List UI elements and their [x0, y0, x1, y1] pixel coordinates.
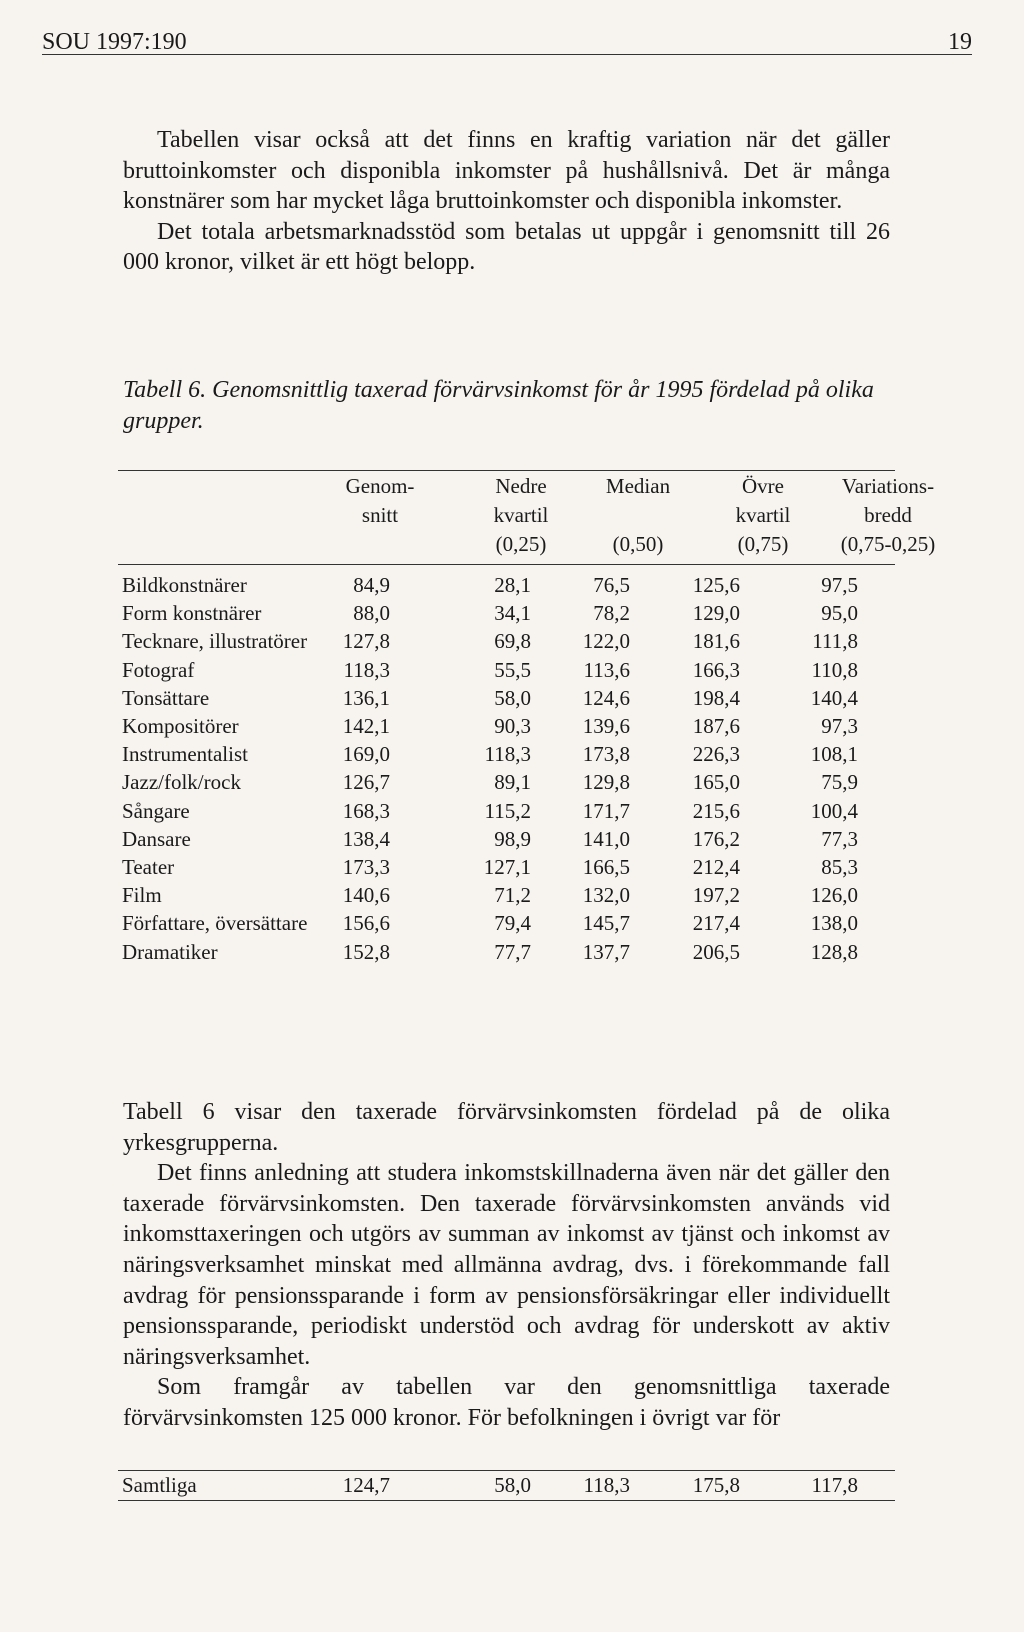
row-label: Tecknare, illustratörer	[122, 629, 308, 654]
cell-value: 198,4	[692, 685, 740, 710]
cell-value: 111,8	[812, 629, 858, 654]
column-header: Nedre	[495, 474, 547, 498]
cell-value: 169,0	[342, 742, 390, 767]
page-number: 19	[948, 29, 972, 55]
column-header: (0,25)	[495, 532, 547, 556]
cell-value: 28,1	[494, 573, 531, 597]
cell-value: 166,3	[692, 657, 740, 682]
row-label: Dramatiker	[122, 939, 218, 964]
column-header: snitt	[361, 503, 399, 527]
row-label: Tonsättare	[122, 685, 210, 710]
cell-value: 166,5	[582, 855, 630, 879]
cell-value: 140,6	[342, 883, 390, 908]
table-row	[118, 571, 895, 600]
column-header: kvartil	[493, 503, 549, 527]
cell-value: 145,7	[582, 911, 630, 936]
table-row	[118, 712, 895, 741]
cell-value: 187,6	[692, 714, 740, 738]
cell-value: 173,8	[582, 742, 630, 767]
table-row	[118, 881, 895, 910]
cell-value: 90,3	[494, 714, 531, 738]
cell-value: 173,3	[342, 855, 390, 879]
cell-value: 129,8	[582, 770, 630, 795]
cell-value: 85,3	[821, 855, 858, 879]
cell-value: 165,0	[692, 770, 740, 795]
cell-value: 77,3	[821, 826, 858, 851]
cell-value: 127,1	[483, 855, 531, 879]
document-id: SOU 1997:190	[42, 29, 187, 55]
column-header: kvartil	[735, 503, 791, 527]
row-label: Teater	[122, 855, 175, 879]
outro-text	[123, 1097, 890, 1434]
cell-value: 97,5	[821, 573, 858, 597]
cell-value: 34,1	[494, 601, 531, 626]
paragraph: Som framgår av tabellen var den genomsnittliga taxerade förvärvsinkomsten 125 000 kronor. För befolkningen i övrigt var för	[123, 1374, 890, 1431]
cell-value: 118,3	[484, 742, 531, 767]
cell-value: 175,8	[692, 1473, 740, 1497]
table-row	[118, 825, 895, 854]
cell-value: 132,0	[582, 883, 630, 908]
cell-value: 110,8	[811, 657, 858, 682]
row-label: Instrumentalist	[122, 742, 248, 767]
cell-value: 171,7	[582, 798, 630, 823]
cell-value: 142,1	[342, 714, 390, 738]
cell-value: 197,2	[692, 883, 740, 908]
cell-value: 76,5	[593, 573, 630, 597]
cell-value: 126,0	[810, 883, 858, 908]
table-caption: Tabell 6. Genomsnittlig taxerad förvärvsinkomst för år 1995 fördelad på olika grupper.	[123, 377, 874, 434]
cell-value: 75,9	[821, 770, 858, 795]
cell-value: 141,0	[582, 826, 630, 851]
row-label: Form konstnärer	[122, 601, 262, 626]
cell-value: 152,8	[342, 939, 390, 964]
cell-value: 212,4	[692, 855, 740, 879]
column-header: (0,75)	[737, 532, 789, 556]
cell-value: 69,8	[494, 629, 531, 654]
cell-value: 128,8	[810, 939, 858, 964]
cell-value: 136,1	[342, 685, 390, 710]
page-header	[42, 20, 972, 55]
cell-value: 127,8	[342, 629, 390, 654]
cell-value: 118,3	[583, 1473, 630, 1497]
row-label: Dansare	[122, 826, 191, 851]
column-header: Median	[605, 474, 671, 498]
cell-value: 176,2	[692, 826, 740, 851]
intro-text	[123, 125, 890, 278]
table-row	[118, 627, 895, 656]
table-row	[118, 938, 895, 967]
cell-value: 98,9	[494, 826, 531, 851]
table-row	[118, 909, 895, 938]
cell-value: 125,6	[692, 573, 740, 597]
cell-value: 138,4	[342, 826, 390, 851]
row-label: Bildkonstnärer	[122, 573, 247, 597]
cell-value: 217,4	[692, 911, 740, 936]
column-header: Övre	[742, 474, 784, 498]
paragraph: Tabell 6 visar den taxerade förvärvsinkomsten fördelad på de olika yrkesgrupperna.	[123, 1099, 890, 1156]
cell-value: 118,3	[343, 657, 390, 682]
table-row	[118, 684, 895, 713]
cell-value: 89,1	[494, 770, 531, 795]
table-row	[118, 656, 895, 685]
cell-value: 113,6	[583, 657, 630, 682]
cell-value: 129,0	[692, 601, 740, 626]
table-row	[118, 599, 895, 628]
cell-value: 181,6	[692, 629, 740, 654]
cell-value: 139,6	[582, 714, 630, 738]
paragraph: Det totala arbetsmarknadsstöd som betalas ut uppgår i genomsnitt till 26 000 kronor, vilket är ett högt belopp.	[123, 218, 890, 276]
total-row	[118, 1471, 895, 1500]
cell-value: 77,7	[494, 939, 531, 964]
row-label: Jazz/folk/rock	[122, 770, 241, 795]
table-row	[118, 768, 895, 797]
cell-value: 215,6	[692, 798, 740, 823]
table-row	[118, 740, 895, 769]
cell-value: 137,7	[582, 939, 630, 964]
column-header: Variations-	[841, 474, 935, 498]
cell-value: 95,0	[821, 601, 858, 626]
cell-value: 100,4	[810, 798, 858, 823]
cell-value: 168,3	[342, 798, 390, 823]
row-label: Film	[122, 883, 162, 908]
cell-value: 88,0	[353, 601, 390, 626]
cell-value: 140,4	[810, 685, 858, 710]
column-header: (0,50)	[612, 532, 664, 556]
cell-value: 115,2	[484, 798, 531, 823]
row-label: Fotograf	[122, 657, 195, 682]
cell-value: 58,0	[494, 1473, 531, 1497]
cell-value: 124,6	[582, 685, 630, 710]
row-label: Författare, översättare	[122, 911, 308, 936]
table-row	[118, 797, 895, 826]
cell-value: 226,3	[692, 742, 740, 767]
column-header: bredd	[864, 503, 912, 527]
cell-value: 206,5	[692, 939, 740, 964]
column-header: Genom-	[345, 474, 415, 498]
row-label: Sångare	[122, 798, 190, 823]
cell-value: 117,8	[811, 1473, 858, 1497]
cell-value: 97,3	[821, 714, 858, 738]
cell-value: 71,2	[494, 883, 531, 908]
paragraph: Det finns anledning att studera inkomstskillnaderna även när det gäller den taxerade förvärvsinkomsten. Den taxerade förvärvsinkomsten används vid inkomsttaxeringen och utgörs av summan av inkomst av tjänst och inkomst av näringsverksamhet minskat med allmänna avdrag, dvs. i förekommande fall avdrag för pensionssparande i form av pensionsförsäkringar eller individuellt pensionssparande, periodiskt understöd och avdrag för underskott av aktiv näringsverksamhet.	[123, 1160, 890, 1370]
cell-value: 78,2	[593, 601, 630, 626]
cell-value: 84,9	[353, 573, 390, 597]
paragraph: Tabellen visar också att det finns en kraftig variation när det gäller bruttoinkomster och disponibla inkomster på hushållsnivå. Det är många konstnärer som har mycket låga bruttoinkomster och disponibla inkomster.	[123, 127, 890, 215]
cell-value: 122,0	[582, 629, 630, 654]
cell-value: 156,6	[342, 911, 390, 936]
cell-value: 79,4	[494, 911, 531, 936]
cell-value: 138,0	[810, 911, 858, 936]
row-label: Samtliga	[122, 1473, 197, 1497]
cell-value: 108,1	[810, 742, 858, 767]
table-row	[118, 853, 895, 882]
cell-value: 124,7	[342, 1473, 390, 1497]
column-header: (0,75-0,25)	[840, 532, 936, 556]
row-label: Kompositörer	[122, 714, 239, 738]
cell-value: 55,5	[494, 657, 531, 682]
cell-value: 58,0	[494, 685, 531, 710]
cell-value: 126,7	[342, 770, 390, 795]
